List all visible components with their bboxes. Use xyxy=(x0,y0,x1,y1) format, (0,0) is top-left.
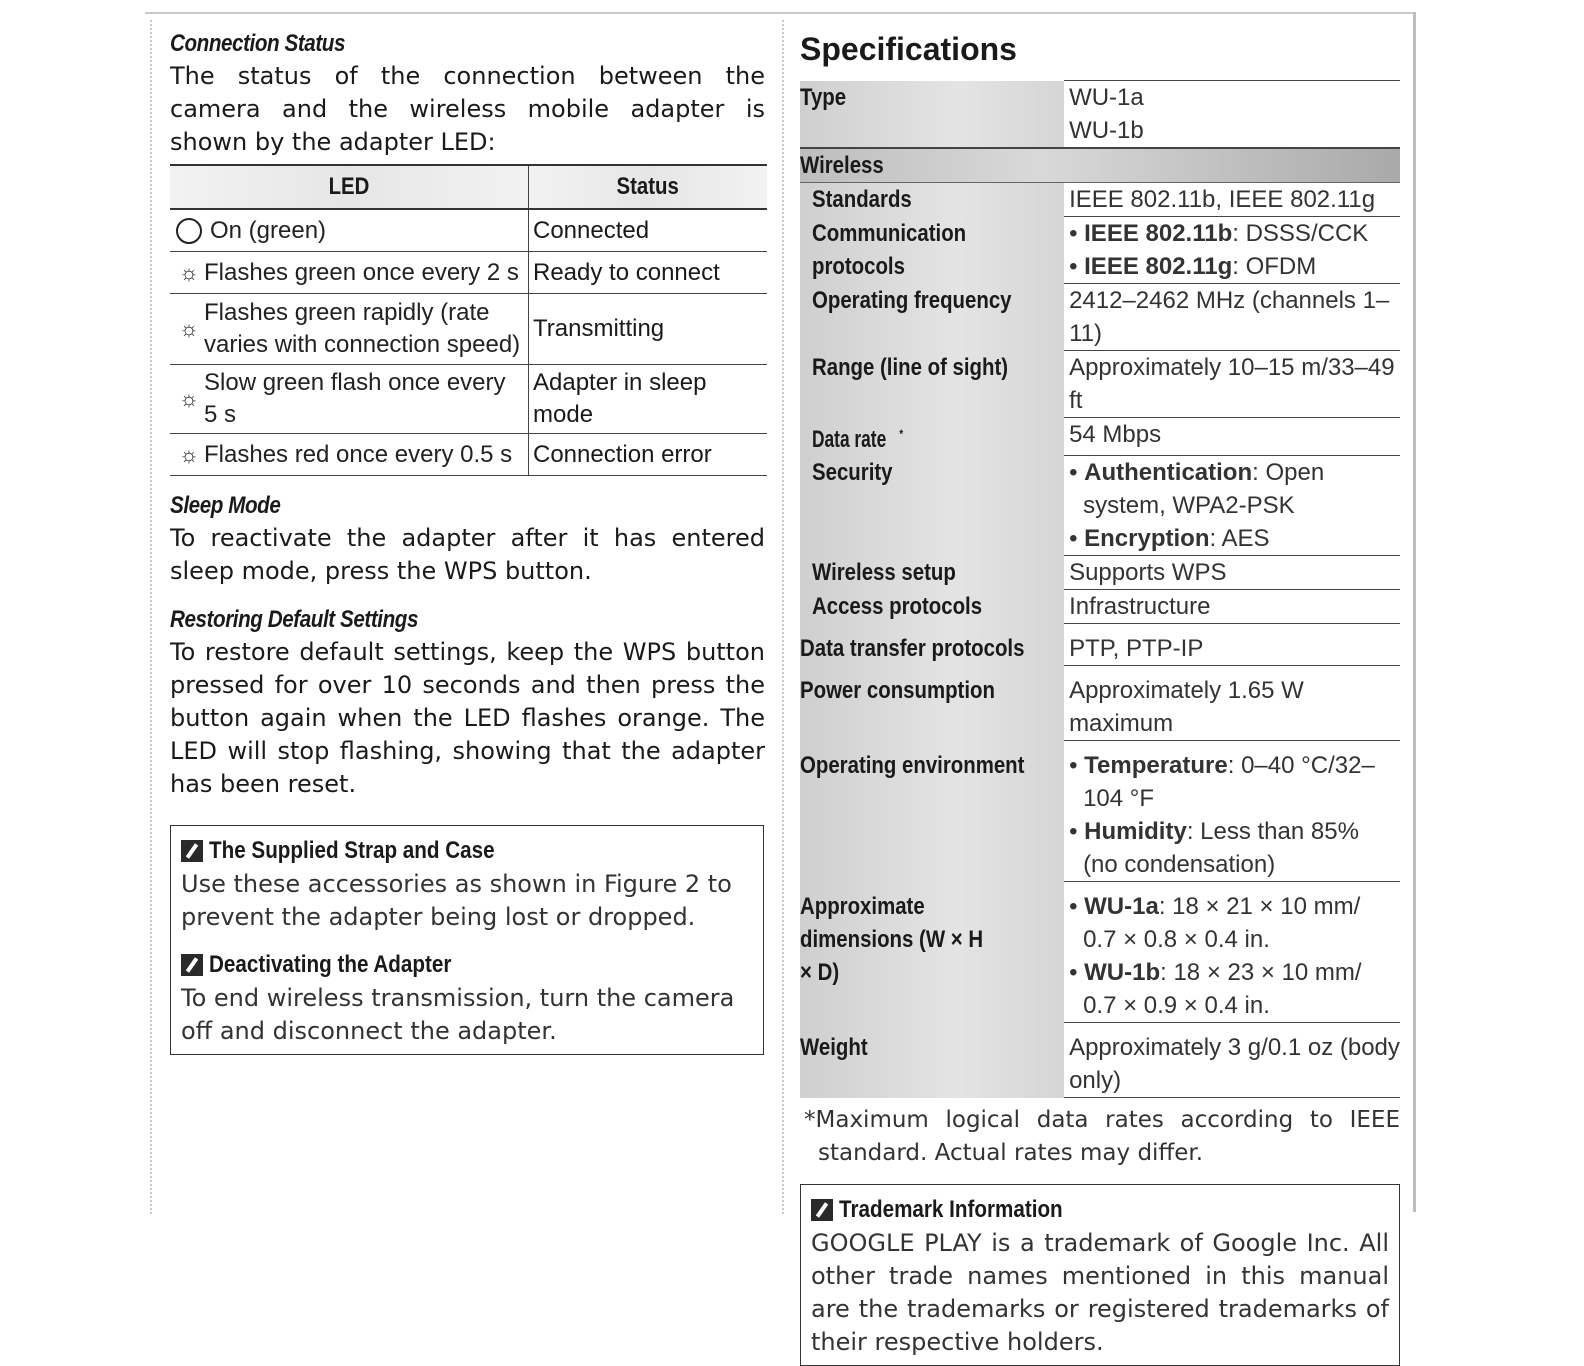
spec-value: • Temperature: 0–40 °C/32–104 °F • Humidity: Less than 85% (no condensation) xyxy=(1064,741,1400,882)
left-column xyxy=(170,28,765,1055)
flash-led-icon: ☼ xyxy=(178,259,200,285)
status-value: Transmitting xyxy=(529,294,768,365)
status-value: Connected xyxy=(529,209,768,252)
spec-value: Approximately 3 g/0.1 oz (body only) xyxy=(1064,1023,1400,1098)
spec-value: Approximately 1.65 W maximum xyxy=(1064,666,1400,741)
spec-label: Weight xyxy=(800,1023,1064,1098)
spec-row-dimensions xyxy=(800,882,1400,1023)
page-edge xyxy=(1413,12,1416,1212)
spec-label: Approximate dimensions (W × H × D) xyxy=(800,882,1064,1023)
note-deactivating-text: To end wireless transmission, turn the camera off and disconnect the adapter. xyxy=(181,984,735,1045)
spec-row-communication xyxy=(800,217,1400,284)
status-value: Adapter in sleep mode xyxy=(529,365,768,434)
spec-footnote: *Maximum logical data rates according to IEEE standard. Actual rates may differ. xyxy=(804,1107,1400,1166)
table-row xyxy=(170,434,767,476)
spec-label: Wireless setup xyxy=(800,556,1064,590)
spec-label: Security xyxy=(800,456,1064,556)
led-description: On (green) xyxy=(210,216,327,244)
spec-group-wireless xyxy=(800,148,1400,183)
trademark-box xyxy=(800,1184,1400,1366)
notes-box xyxy=(170,825,764,1055)
note-strap-title: The Supplied Strap and Case xyxy=(181,834,753,868)
spec-row-wireless-setup xyxy=(800,556,1400,590)
specifications-table xyxy=(800,80,1400,1098)
flash-led-icon: ☼ xyxy=(178,386,200,411)
connection-status-intro: The status of the connection between the camera and the wireless mobile adapter is shown by the adapter LED: xyxy=(170,62,765,156)
note-strap-text: Use these accessories as shown in Figure 2 to prevent the adapter being lost or dropped. xyxy=(181,870,732,931)
spec-row-range xyxy=(800,351,1400,418)
led-description: Flashes green once every 2 s xyxy=(204,258,519,286)
trademark-text: GOOGLE PLAY is a trademark of Google Inc. All other trade names mentioned in this manual are the trademarks or registered trademarks of their respective holders. xyxy=(811,1229,1389,1356)
trademark-title: Trademark Information xyxy=(811,1193,1389,1227)
spec-row-access xyxy=(800,590,1400,624)
status-value: Connection error xyxy=(529,434,768,476)
spec-row-type xyxy=(800,81,1400,149)
spec-value: PTP, PTP-IP xyxy=(1064,624,1400,666)
spec-label: Range (line of sight) xyxy=(800,351,1064,418)
table-row xyxy=(170,209,767,252)
spec-value: • WU-1a: 18 × 21 × 10 mm/ 0.7 × 0.8 × 0.4 in. • WU-1b: 18 × 23 × 10 mm/ 0.7 × 0.9 × 0.4 in. xyxy=(1064,882,1400,1023)
specifications-title: Specifications xyxy=(800,31,1017,67)
restoring-text: To restore default settings, keep the WPS button pressed for over 10 seconds and then press the button again when the LED flashes orange. The LED will stop flashing, showing that the adapter has been reset. xyxy=(170,638,765,798)
spec-label: Power consumption xyxy=(800,666,1064,741)
connection-status-title: Connection Status xyxy=(170,30,346,57)
spec-row-power xyxy=(800,666,1400,741)
led-header: LED xyxy=(170,165,529,209)
status-value: Ready to connect xyxy=(529,252,768,294)
led-status-table xyxy=(170,164,767,476)
sleep-mode-title: Sleep Mode xyxy=(170,492,281,519)
spec-row-standards xyxy=(800,183,1400,217)
table-row xyxy=(170,252,767,294)
spec-value: Infrastructure xyxy=(1064,590,1400,624)
spec-value: • Authentication: Open system, WPA2-PSK • Encryption: AES xyxy=(1064,456,1400,556)
spec-row-data-transfer xyxy=(800,624,1400,666)
spec-value: • IEEE 802.11b: DSSS/CCK • IEEE 802.11g: OFDM xyxy=(1064,217,1400,284)
table-row xyxy=(170,294,767,365)
spec-label: Operating frequency xyxy=(800,284,1064,351)
spec-label: Communication protocols xyxy=(800,217,1064,284)
margin-dots-left xyxy=(150,20,152,1214)
spec-row-security xyxy=(800,456,1400,556)
led-description: Flashes red once every 0.5 s xyxy=(204,440,513,468)
spec-value: 54 Mbps xyxy=(1064,418,1400,456)
spec-row-frequency xyxy=(800,284,1400,351)
spec-value: IEEE 802.11b, IEEE 802.11g xyxy=(1064,183,1400,217)
spec-value: WU-1a WU-1b xyxy=(1064,81,1400,149)
flash-led-icon: ☼ xyxy=(178,441,200,467)
spec-label: Data rate * xyxy=(800,418,1064,456)
circle-led-icon xyxy=(176,218,202,244)
top-rule xyxy=(145,12,1415,14)
pencil-note-icon xyxy=(811,1199,833,1221)
spec-label: Access protocols xyxy=(800,590,1064,624)
spec-row-environment xyxy=(800,741,1400,882)
status-header: Status xyxy=(529,165,768,209)
spec-row-weight xyxy=(800,1023,1400,1098)
wireless-header: Wireless xyxy=(800,148,1400,183)
flash-led-icon: ☼ xyxy=(178,316,200,341)
led-description: Flashes green rapidly (rate varies with connection speed) xyxy=(204,299,521,358)
sleep-mode-text: To reactivate the adapter after it has entered sleep mode, press the WPS button. xyxy=(170,524,765,585)
spec-value: Approximately 10–15 m/33–49 ft xyxy=(1064,351,1400,418)
led-description: Slow green flash once every 5 s xyxy=(204,369,506,428)
pencil-note-icon xyxy=(181,954,203,976)
right-column xyxy=(800,28,1400,1366)
spec-label: Operating environment xyxy=(800,741,1064,882)
table-row xyxy=(170,365,767,434)
note-deactivating-title: Deactivating the Adapter xyxy=(181,948,753,982)
spec-value: Supports WPS xyxy=(1064,556,1400,590)
spec-value: 2412–2462 MHz (channels 1–11) xyxy=(1064,284,1400,351)
spec-label: Standards xyxy=(800,183,1064,217)
margin-dots-center xyxy=(782,20,784,1214)
restoring-title: Restoring Default Settings xyxy=(170,606,418,633)
pencil-note-icon xyxy=(181,840,203,862)
spec-row-data-rate xyxy=(800,418,1400,456)
spec-label: Data transfer protocols xyxy=(800,624,1064,666)
spec-label: Type xyxy=(800,81,1064,149)
